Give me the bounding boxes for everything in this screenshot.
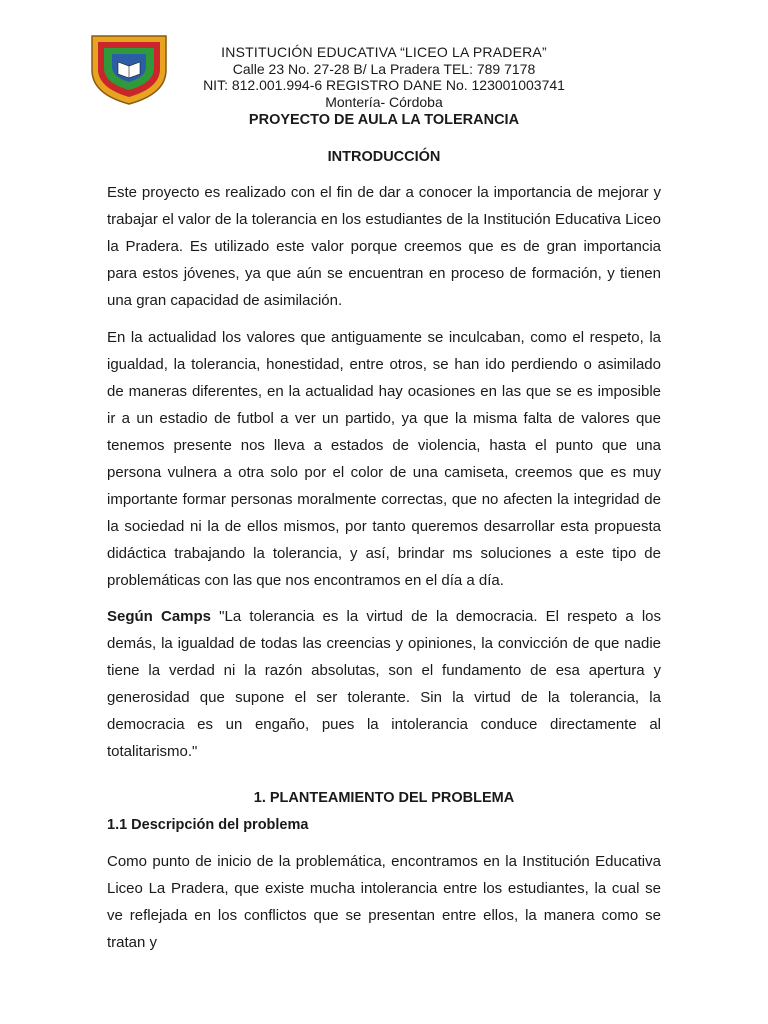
introduction-heading: INTRODUCCIÓN xyxy=(327,149,441,165)
institution-header xyxy=(150,44,618,110)
camps-quote-paragraph xyxy=(107,603,661,765)
intro-paragraph-2: En la actualidad los valores que antiguamente se inculcaban, como el respeto, la igualdad, la tolerancia, honestidad, entre otros, se han ido perdiendo o asimilado de maneras diferentes, en la actualidad hay ocasiones en las que se es imposible ir a un estadio de futbol a ver un partido, ya que la misma falta de valores que tenemos presente nos lleva a estados de violencia, hasta el punto que una persona vulnera a otra solo por el color de una camiseta, creemos que es muy importante formar personas moralmente correctas, que no afecten la integridad de la sociedad ni la de ellos mismos, por tanto queremos desarrollar esta propuesta didáctica trabajando la tolerancia, y así, brindar ms soluciones a este tipo de problemáticas con las que nos encontramos en el día a día. xyxy=(107,329,661,589)
section-1-heading: 1. PLANTEAMIENTO DEL PROBLEMA xyxy=(253,790,515,806)
institution-nit: NIT: 812.001.994-6 REGISTRO DANE No. 123001003741 xyxy=(203,77,565,93)
quote-text: "La tolerancia es la virtud de la democracia. El respeto a los demás, la igualdad de todas las creencias y opiniones, la convicción de que nadie tiene la verdad ni la razón absolutas, son el fundamento de esa apertura y generosidad que supone el ser tolerante. Sin la virtud de la tolerancia, la democracia es un engaño, pues la intolerancia conduce directamente al totalitarismo." xyxy=(107,608,662,760)
document-title: PROYECTO DE AULA LA TOLERANCIA xyxy=(248,112,520,128)
institution-address: Calle 23 No. 27-28 B/ La Pradera TEL: 789 7178 xyxy=(232,60,536,77)
intro-paragraph-1: Este proyecto es realizado con el fin de dar a conocer la importancia de mejorar y trabajar el valor de la tolerancia en los estudiantes de la Institución Educativa Liceo la Pradera. Es utilizado este valor porque creemos que es de gran importancia para estos jóvenes, ya que aún se encuentran en proceso de formación, y tienen una gran capacidad de asimilación. xyxy=(107,184,661,309)
section-1-1-heading: 1.1 Descripción del problema xyxy=(107,817,309,833)
institution-name: INSTITUCIÓN EDUCATIVA “LICEO LA PRADERA” xyxy=(221,44,547,60)
institution-city: Montería- Córdoba xyxy=(325,93,443,110)
quote-author: Según Camps xyxy=(107,608,212,625)
problem-description-paragraph: Como punto de inicio de la problemática, encontramos en la Institución Educativa Liceo La Pradera, que existe mucha intolerancia entre los estudiantes, la cual se ve reflejada en los conflictos que se presentan entre ellos, la manera como se tratan y xyxy=(107,853,661,951)
